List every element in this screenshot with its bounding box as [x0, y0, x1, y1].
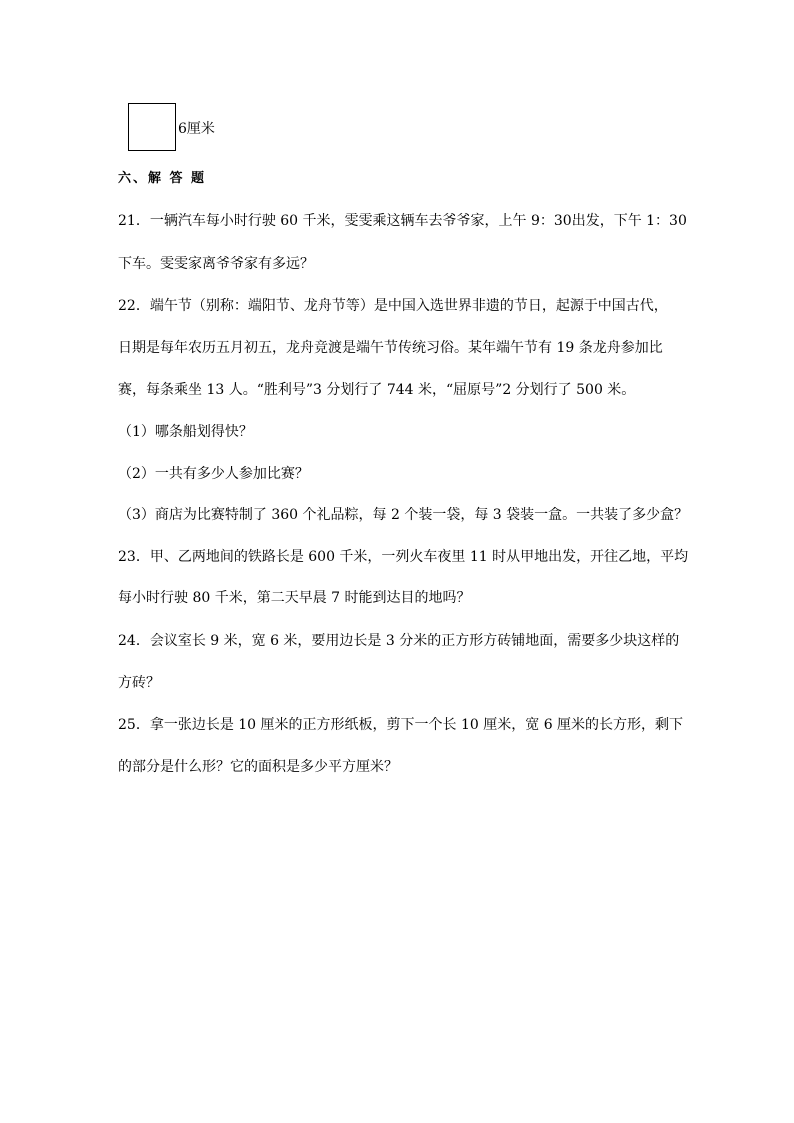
question-22-line-2: 日期是每年农历五月初五，龙舟竞渡是端午节传统习俗。某年端午节有 19 条龙舟参加比 [118, 340, 663, 356]
question-22-part-1: （1）哪条船划得快？ [118, 424, 253, 440]
question-23-line-2: 每小时行驶 80 千米，第二天早晨 7 时能到达目的地吗？ [118, 590, 471, 606]
question-22-line-3: 赛，每条乘坐 13 人。“胜利号”3 分划行了 744 米，“屈原号”2 分划行了 500 米。 [118, 382, 636, 398]
question-23-line-1: 23．甲、乙两地间的铁路长是 600 千米，一列火车夜里 11 时从甲地出发，开往乙地，平均 [118, 549, 689, 565]
question-25-line-2: 的部分是什么形？它的面积是多少平方厘米？ [118, 759, 398, 775]
square-figure [128, 103, 176, 151]
section-title: 六、解 答 题 [118, 171, 207, 186]
question-24-line-2: 方砖？ [118, 675, 160, 691]
question-21-line-2: 下车。雯雯家离爷爷家有多远？ [118, 256, 314, 272]
question-24-line-1: 24．会议室长 9 米，宽 6 米，要用边长是 3 分米的正方形方砖铺地面，需要多少块这样的 [118, 633, 680, 649]
question-22-line-1: 22．端午节（别称：端阳节、龙舟节等）是中国入选世界非遗的节日，起源于中国古代， [118, 298, 668, 314]
square-side-label: 6厘米 [178, 121, 215, 137]
question-21-line-1: 21．一辆汽车每小时行驶 60 千米，雯雯乘这辆车去爷爷家，上午 9：30出发，下午 1：30 [118, 213, 687, 229]
question-25-line-1: 25．拿一张边长是 10 厘米的正方形纸板，剪下一个长 10 厘米，宽 6 厘米的长方形，剩下 [118, 717, 684, 733]
question-22-part-3: （3）商店为比赛特制了 360 个礼品粽，每 2 个装一袋，每 3 袋装一盒。一共装了多少盒？ [118, 507, 689, 523]
question-22-part-2: （2）一共有多少人参加比赛？ [118, 466, 309, 482]
